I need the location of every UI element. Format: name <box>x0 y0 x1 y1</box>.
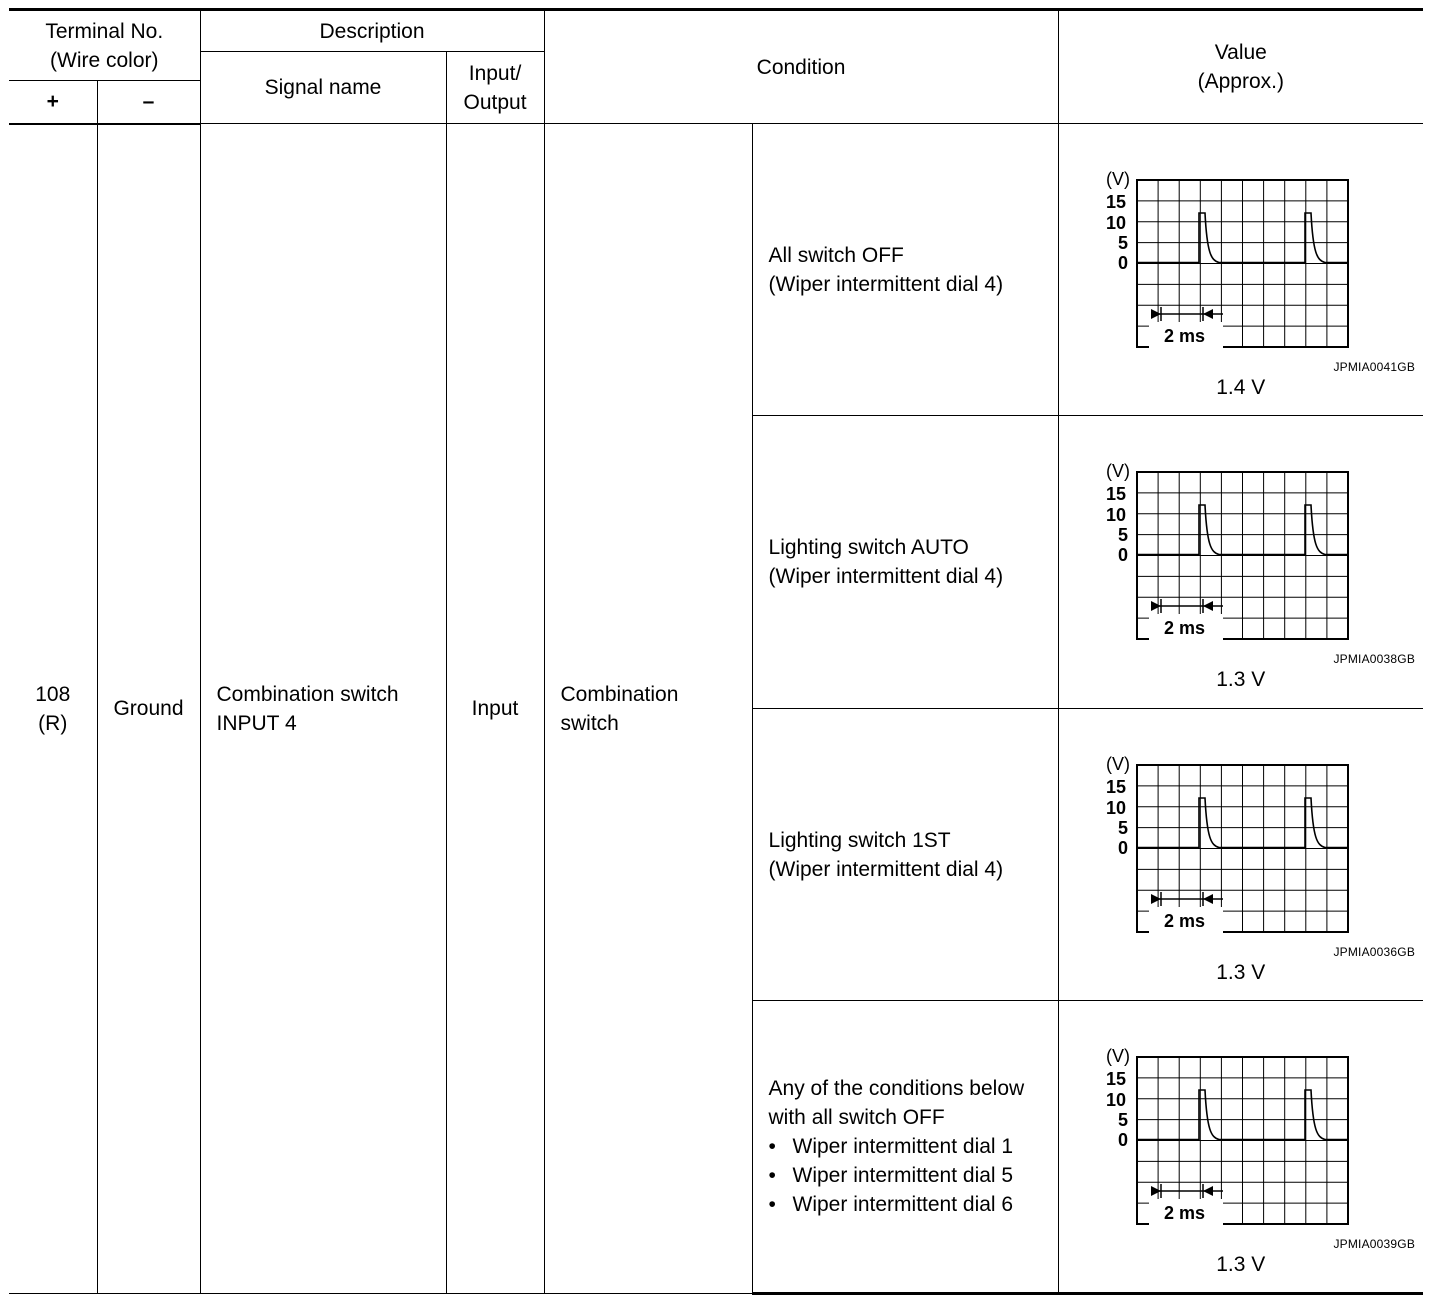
scope-grid <box>1137 472 1348 639</box>
dial-item-text: Wiper intermittent dial 5 <box>792 1164 1014 1187</box>
y-tick-15: 15 <box>1105 484 1126 504</box>
timebase-marker <box>1151 1184 1223 1198</box>
y-tick-5: 5 <box>1117 525 1128 545</box>
sub-condition-3 <box>752 709 1058 1001</box>
timebase-label: 2 ms <box>1163 326 1205 346</box>
y-unit-label: (V) <box>1105 754 1130 774</box>
timebase-label: 2 ms <box>1163 1203 1205 1223</box>
signal-name-cell <box>200 124 446 1294</box>
input-label: Input/ <box>468 61 522 85</box>
value-cell-1 <box>1058 124 1423 416</box>
signal-name-line1: Combination switch <box>216 682 399 706</box>
terminal-number: 108 <box>35 682 71 706</box>
figure-code: JPMIA0041GB <box>1333 360 1416 374</box>
plus-header: + <box>9 81 97 124</box>
y-tick-5: 5 <box>1117 818 1128 838</box>
oscilloscope-waveform <box>1103 164 1353 354</box>
condition-main-line2: switch <box>560 711 619 735</box>
timebase-marker <box>1151 892 1223 906</box>
bullet-icon: • <box>768 1135 776 1158</box>
value-cell-4 <box>1058 1001 1423 1294</box>
scope-grid <box>1137 1057 1348 1224</box>
timebase-label: 2 ms <box>1163 911 1205 931</box>
timebase-label: 2 ms <box>1163 618 1205 638</box>
arrow-right-icon <box>1151 601 1161 611</box>
condition-header: Condition <box>544 10 1058 124</box>
value-reading: 1.3 V <box>1216 961 1266 984</box>
y-tick-5: 5 <box>1117 1110 1128 1130</box>
oscilloscope-waveform <box>1103 749 1353 939</box>
value-reading: 1.4 V <box>1216 376 1266 399</box>
sub-condition-2-line2: (Wiper intermittent dial 4) <box>768 565 1004 588</box>
arrow-left-icon <box>1203 1186 1213 1196</box>
y-tick-5: 5 <box>1117 233 1128 253</box>
arrow-left-icon <box>1203 309 1213 319</box>
condition-main-cell <box>544 124 752 1294</box>
terminal-no-header <box>9 10 200 81</box>
wire-color: (R) <box>38 711 68 735</box>
value-cell-3 <box>1058 709 1423 1001</box>
dial-list-item <box>769 1132 1058 1161</box>
bullet-icon: • <box>768 1164 776 1187</box>
dial-list-item <box>769 1161 1058 1190</box>
output-label: Output <box>463 90 527 114</box>
condition-row-1 <box>9 124 1423 416</box>
ground-cell: Ground <box>97 124 200 1294</box>
sub-condition-1 <box>752 124 1058 416</box>
value-header <box>1058 10 1423 124</box>
y-unit-label: (V) <box>1105 169 1130 189</box>
arrow-right-icon <box>1151 309 1161 319</box>
arrow-left-icon <box>1203 601 1213 611</box>
sub-condition-1-line2: (Wiper intermittent dial 4) <box>768 272 1004 296</box>
dial-item-text: Wiper intermittent dial 1 <box>792 1135 1014 1158</box>
figure-code: JPMIA0036GB <box>1333 945 1416 959</box>
arrow-right-icon <box>1151 1186 1161 1196</box>
figure-code: JPMIA0039GB <box>1333 1237 1416 1251</box>
bullet-icon: • <box>768 1193 776 1216</box>
y-tick-15: 15 <box>1105 192 1126 212</box>
dial-item-text: Wiper intermittent dial 6 <box>792 1193 1014 1216</box>
y-unit-label: (V) <box>1105 461 1130 481</box>
y-tick-0: 0 <box>1117 253 1128 273</box>
terminal-cell <box>9 124 97 1294</box>
io-cell: Input <box>446 124 544 1294</box>
dial-list <box>769 1132 1058 1219</box>
y-tick-15: 15 <box>1105 1069 1126 1089</box>
value-label: Value <box>1214 41 1267 64</box>
input-output-header <box>446 52 544 124</box>
scope-grid <box>1137 180 1348 347</box>
sub-condition-2 <box>752 416 1058 709</box>
y-unit-label: (V) <box>1105 1046 1130 1066</box>
sub-condition-4 <box>752 1001 1058 1294</box>
y-tick-0: 0 <box>1117 1130 1128 1150</box>
sub-condition-3-line2: (Wiper intermittent dial 4) <box>768 857 1004 881</box>
timebase-marker <box>1151 307 1223 321</box>
y-tick-0: 0 <box>1117 838 1128 858</box>
y-tick-10: 10 <box>1105 213 1126 233</box>
minus-header: – <box>97 81 200 124</box>
y-tick-0: 0 <box>1117 545 1128 565</box>
condition-main-line1: Combination <box>560 682 679 706</box>
sub-condition-4-line2: with all switch OFF <box>768 1106 945 1129</box>
sub-condition-1-line1: All switch OFF <box>768 243 904 267</box>
sub-condition-4-line1: Any of the conditions below <box>768 1077 1025 1100</box>
dial-list-item <box>769 1190 1058 1219</box>
oscilloscope-waveform <box>1103 1041 1353 1231</box>
y-tick-10: 10 <box>1105 505 1126 525</box>
value-cell-2 <box>1058 416 1423 709</box>
value-reading: 1.3 V <box>1216 668 1266 691</box>
terminal-no-label: Terminal No. <box>45 19 164 43</box>
sub-condition-3-line1: Lighting switch 1ST <box>768 828 951 852</box>
timebase-marker <box>1151 599 1223 613</box>
figure-code: JPMIA0038GB <box>1333 652 1416 666</box>
value-reading: 1.3 V <box>1216 1253 1266 1276</box>
y-tick-10: 10 <box>1105 798 1126 818</box>
approx-label: (Approx.) <box>1197 70 1284 93</box>
signal-name-line2: INPUT 4 <box>216 711 297 735</box>
header-row-1 <box>9 10 1423 52</box>
arrow-right-icon <box>1151 894 1161 904</box>
y-tick-15: 15 <box>1105 777 1126 797</box>
terminal-value-table <box>9 8 1423 1295</box>
oscilloscope-waveform <box>1103 456 1353 646</box>
arrow-left-icon <box>1203 894 1213 904</box>
sub-condition-2-line1: Lighting switch AUTO <box>768 536 969 559</box>
wire-color-label: (Wire color) <box>50 48 159 72</box>
y-tick-10: 10 <box>1105 1090 1126 1110</box>
description-header: Description <box>200 10 544 52</box>
scope-grid <box>1137 765 1348 932</box>
signal-name-header: Signal name <box>200 52 446 124</box>
